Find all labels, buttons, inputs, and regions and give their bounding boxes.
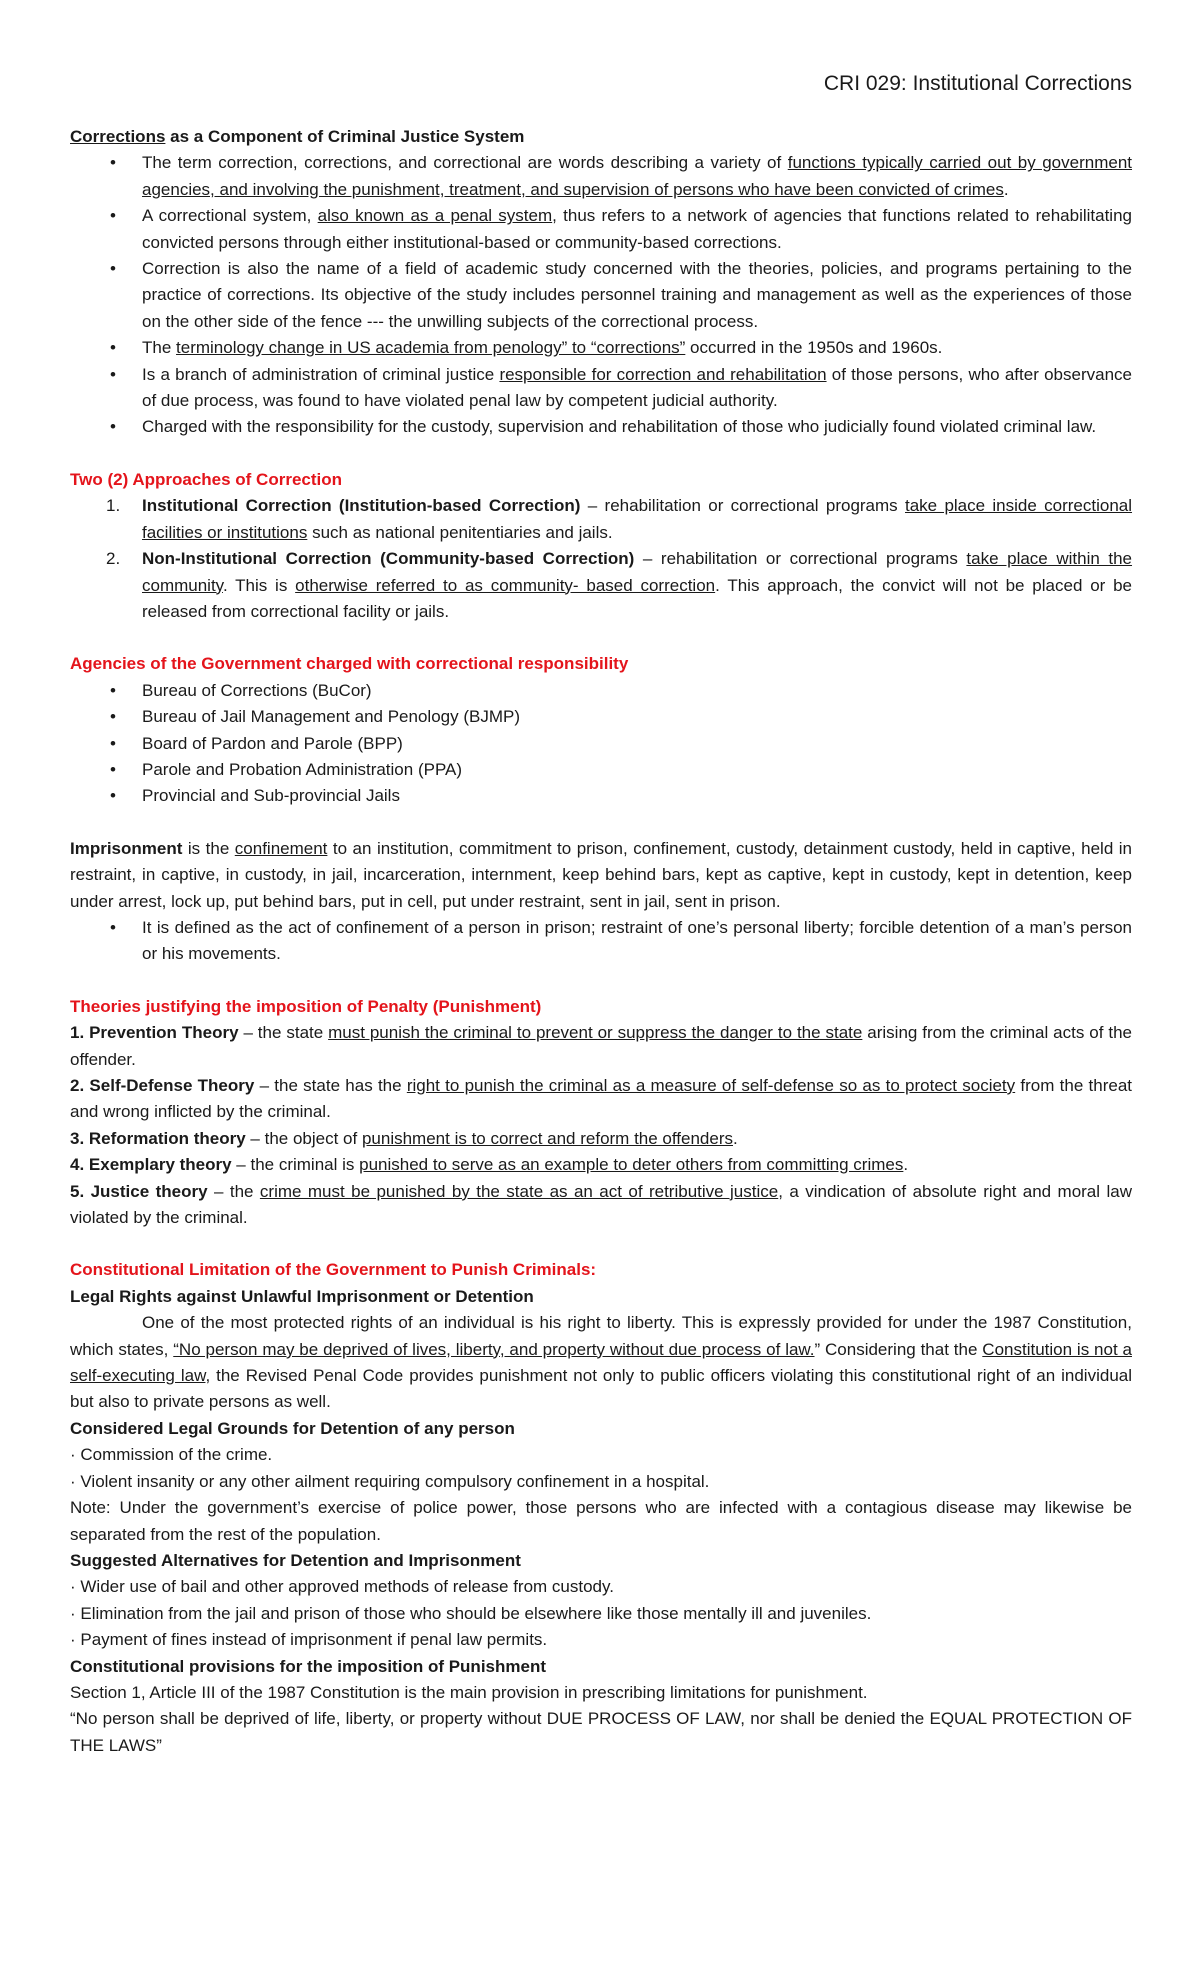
provision-line: Section 1, Article III of the 1987 Constitution is the main provision in prescribing limitations for punishment. (70, 1682, 868, 1702)
approaches-list (70, 493, 1132, 625)
alternative-line: · Wider use of bail and other approved methods of release from custody. (70, 1577, 614, 1597)
list-item: • Bureau of Corrections (BuCor) (70, 678, 1132, 704)
section-corrections-heading (70, 124, 1132, 150)
agencies-list (70, 678, 1132, 810)
imprisonment-paragraph: Imprisonment is the confinement to an institution, commitment to prison, confinement, custody, detainment custody, held in captive, held in restraint, in captive, in custody, in jail, incarceration, internment, keep behind bars, kept as captive, kept in custody, kept in detention, keep under arrest, lock up, put behind bars, put in cell, put under restraint, sent in jail, sent in prison. (70, 838, 1132, 911)
provision-quote: “No person shall be deprived of life, liberty, or property without DUE PROCESS OF LAW, nor shall be denied the EQUAL PROTECTION OF THE LAWS” (70, 1709, 1132, 1755)
legal-grounds-subheading: Considered Legal Grounds for Detention of any person (70, 1418, 515, 1438)
list-item: • Is a branch of administration of criminal justice responsible for correction and rehabilitation of those persons, who after observance of due process, was found to have violated penal law by competent judicial authority. (70, 362, 1132, 415)
constitutional-provisions-subheading: Constitutional provisions for the imposition of Punishment (70, 1656, 546, 1676)
list-item: • The term correction, corrections, and correctional are words describing a variety of functions typically carried out by government agencies, and involving the punishment, treatment, and supervision of persons who have been convicted of crimes. (70, 150, 1132, 203)
heading-rest: as a Component of Criminal Justice System (165, 127, 525, 146)
document-page (70, 70, 1132, 1759)
list-item: • The terminology change in US academia from penology” to “corrections” occurred in the 1950s and 1960s. (70, 335, 1132, 361)
list-item: • It is defined as the act of confinement of a person in prison; restraint of one’s personal liberty; forcible detention of a man’s person or his movements. (70, 915, 1132, 968)
approaches-heading: Two (2) Approaches of Correction (70, 469, 343, 489)
list-item: 1. Institutional Correction (Institution-based Correction) – rehabilitation or correctional programs take place inside correctional facilities or institutions such as national penitentiaries and jails. (106, 496, 1133, 542)
list-item: • Charged with the responsibility for the custody, supervision and rehabilitation of those who judicially found violated criminal law. (70, 414, 1132, 440)
theory-paragraph: 3. Reformation theory – the object of punishment is to correct and reform the offenders. (70, 1128, 738, 1148)
theory-paragraph: 5. Justice theory – the crime must be punished by the state as an act of retributive justice, a vindication of absolute right and moral law violated by the criminal. (70, 1181, 1132, 1228)
ground-line: · Violent insanity or any other ailment requiring compulsory confinement in a hospital. (70, 1471, 710, 1491)
ground-line: · Commission of the crime. (70, 1445, 273, 1465)
alternative-line: · Payment of fines instead of imprisonment if penal law permits. (70, 1630, 548, 1650)
legal-rights-subheading: Legal Rights against Unlawful Imprisonment or Detention (70, 1286, 534, 1306)
theories-heading: Theories justifying the imposition of Penalty (Punishment) (70, 996, 542, 1016)
heading-underlined-term: Corrections (70, 127, 166, 146)
list-item: • Provincial and Sub-provincial Jails (70, 783, 1132, 809)
list-item: • Bureau of Jail Management and Penology (BJMP) (70, 704, 1132, 730)
theory-paragraph: 2. Self-Defense Theory – the state has the right to punish the criminal as a measure of self-defense so as to protect society from the threat and wrong inflicted by the criminal. (70, 1076, 1133, 1122)
list-item: • Correction is also the name of a field of academic study concerned with the theories, policies, and programs pertaining to the practice of corrections. Its objective of the study includes personnel training and management as well as the experiences of those on the other side of the fence --- the unwilling subjects of the correctional process. (70, 256, 1132, 335)
constitutional-limitation-heading: Constitutional Limitation of the Government to Punish Criminals: (70, 1260, 597, 1280)
liberty-paragraph: One of the most protected rights of an individual is his right to liberty. This is expressly provided for under the 1987 Constitution, which states, “No person may be deprived of lives, liberty, and property without due process of law.” Considering that the Constitution is not a self-executing law, the Revised Penal Code provides punishment not only to public officers violating this constitutional right of an individual but also to private persons as well. (70, 1313, 1132, 1412)
note-paragraph: Note: Under the government’s exercise of police power, those persons who are infected with a contagious disease may likewise be separated from the rest of the population. (70, 1498, 1132, 1544)
alternative-line: · Elimination from the jail and prison of those who should be elsewhere like those mentally ill and juveniles. (70, 1603, 872, 1623)
theory-paragraph: 1. Prevention Theory – the state must punish the criminal to prevent or suppress the danger to the state arising from the criminal acts of the offender. (70, 1023, 1132, 1069)
alternatives-subheading: Suggested Alternatives for Detention and Imprisonment (70, 1550, 521, 1570)
list-item: • A correctional system, also known as a penal system, thus refers to a network of agencies that functions related to rehabilitating convicted persons through either institutional-based or community-based corrections. (70, 203, 1132, 256)
document-header: CRI 029: Institutional Corrections (823, 72, 1132, 95)
list-item: 2. Non-Institutional Correction (Community-based Correction) – rehabilitation or correctional programs take place within the community. This is otherwise referred to as community- based correction. This approach, the convict will not be placed or be released from correctional facility or jails. (106, 549, 1133, 621)
agencies-heading: Agencies of the Government charged with correctional responsibility (70, 654, 629, 674)
list-item: • Board of Pardon and Parole (BPP) (70, 731, 1132, 757)
imprisonment-bullets (70, 915, 1132, 968)
theory-paragraph: 4. Exemplary theory – the criminal is punished to serve as an example to deter others from committing crimes. (70, 1155, 909, 1175)
corrections-bullets (70, 150, 1132, 440)
list-item: • Parole and Probation Administration (PPA) (70, 757, 1132, 783)
